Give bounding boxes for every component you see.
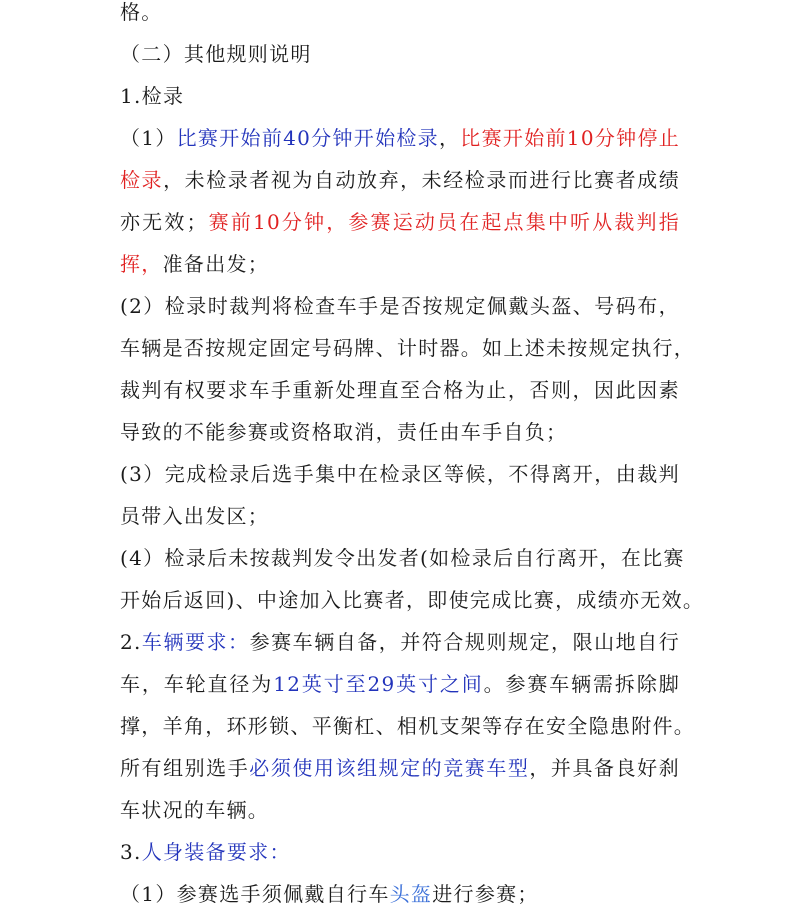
body-text: 3. (120, 840, 142, 864)
highlighted-text: 赛前10分钟，参赛运动员在起点集中听从裁判指 (207, 210, 680, 234)
body-text: 进行参赛； (432, 882, 539, 906)
text-line (120, 838, 680, 866)
text-line (120, 208, 680, 236)
text-line (120, 460, 680, 488)
body-text: 准备出发； (162, 252, 270, 276)
body-text: （1）参赛选手须佩戴自行车 (120, 882, 390, 906)
highlighted-text: 头盔 (389, 882, 433, 906)
body-text: 车辆是否按规定固定号码牌、计时器。如上述未按规定执行， (120, 336, 696, 360)
text-line (120, 586, 705, 614)
body-text: ， (438, 126, 461, 150)
text-line (120, 754, 680, 782)
highlighted-text: 车辆要求： (141, 630, 250, 654)
body-text: (4）检录后未按裁判发令出发者(如检录后自行离开，在比赛 (120, 546, 685, 570)
text-line (120, 250, 680, 278)
text-line (120, 0, 680, 26)
text-line (120, 712, 696, 740)
body-text: (2）检录时裁判将检查车手是否按规定佩戴头盔、号码布， (120, 294, 680, 318)
body-text: (3）完成检录后选手集中在检录区等候，不得离开，由裁判 (120, 462, 680, 486)
body-text: ，未检录者视为自动放弃，未经检录而进行比赛者成绩 (163, 168, 681, 192)
text-line (120, 40, 680, 68)
body-text: 导致的不能参赛或资格取消，责任由车手自负； (120, 420, 568, 444)
text-line (120, 544, 685, 572)
text-line (120, 166, 680, 194)
highlighted-text: 人身装备要求： (141, 840, 291, 864)
text-line (120, 292, 680, 320)
body-text: （二）其他规则说明 (120, 42, 312, 66)
body-text: 参赛车辆自备，并符合规则规定，限山地自行 (249, 630, 681, 654)
text-line (120, 628, 680, 656)
highlighted-text: 比赛开始前10分钟停止 (460, 126, 681, 150)
text-line (120, 334, 696, 362)
highlighted-text: 12英寸至29英寸之间 (273, 672, 484, 696)
highlighted-text: 比赛开始前40分钟开始检录 (176, 126, 439, 150)
body-text: 车状况的车辆。 (120, 798, 270, 822)
body-text: 。参赛车辆需拆除脚 (483, 672, 681, 696)
body-text: 亦无效； (120, 210, 208, 234)
body-text: 格。 (120, 0, 163, 24)
text-line (120, 502, 680, 530)
highlighted-text: 必须使用该组规定的竞赛车型 (249, 756, 530, 780)
body-text: 车，车轮直径为 (120, 672, 274, 696)
body-text: 开始后返回)、中途加入比赛者，即使完成比赛，成绩亦无效。 (120, 588, 705, 612)
body-text: （1） (120, 126, 177, 150)
text-line (120, 796, 680, 824)
highlighted-text: 挥， (120, 252, 163, 276)
text-line (120, 418, 680, 446)
body-text: 员带入出发区； (120, 504, 270, 528)
text-line (120, 82, 680, 110)
body-text: 撑，羊角，环形锁、平衡杠、相机支架等存在安全隐患附件。 (120, 714, 696, 738)
text-line (120, 880, 680, 908)
highlighted-text: 检录 (120, 168, 164, 192)
body-text: 所有组别选手 (120, 756, 250, 780)
body-text: ，并具备良好刹 (529, 756, 680, 780)
text-line (120, 376, 680, 404)
text-line (120, 670, 680, 698)
body-text: 1.检录 (120, 84, 185, 108)
body-text: 裁判有权要求车手重新处理直至合格为止，否则，因此因素 (120, 378, 680, 402)
body-text: 2. (120, 630, 142, 654)
text-line (120, 124, 680, 152)
